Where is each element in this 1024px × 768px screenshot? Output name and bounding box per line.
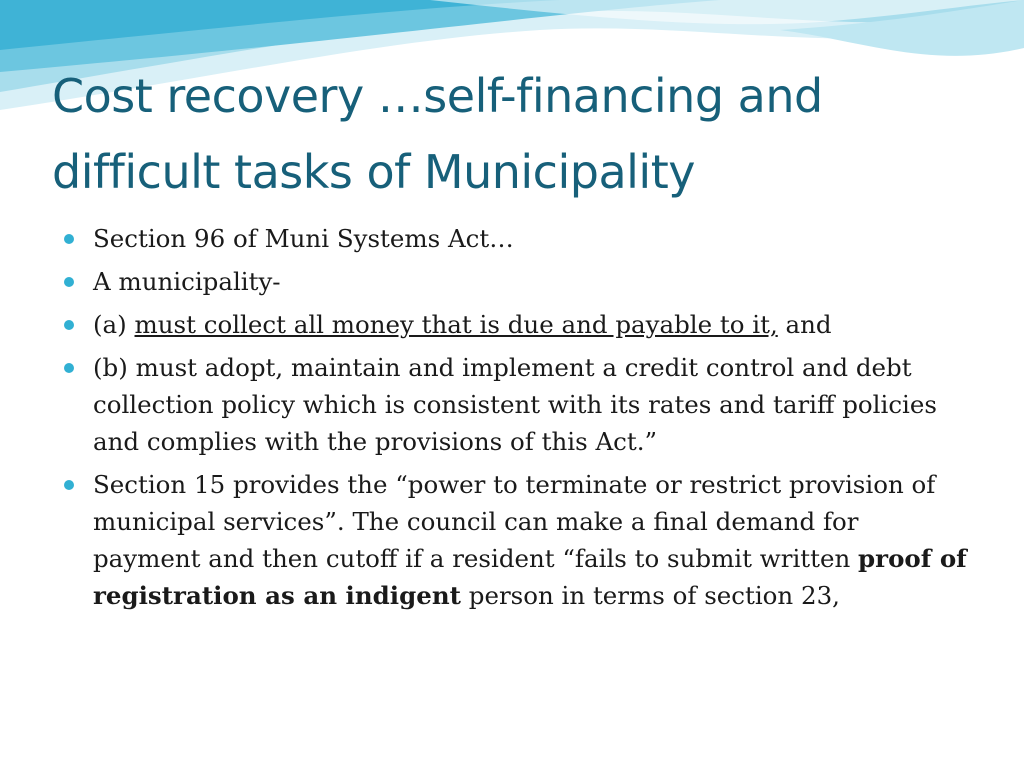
bullet-item-municipality (60, 263, 970, 300)
slide-title-line-1: Cost recovery …self-financing and (52, 69, 823, 123)
bullet-suffix: person in terms of section 23, (460, 581, 840, 610)
slide-title-line-2: difficult tasks of Municipality (52, 145, 695, 199)
bullet-dot-icon (64, 363, 74, 373)
slide-title (52, 58, 992, 210)
bullet-dot-icon (64, 480, 74, 490)
bullet-item-b (60, 349, 970, 460)
bullet-dot-icon (64, 320, 74, 330)
bullet-text: A municipality- (93, 267, 281, 296)
bullet-text: (b) must adopt, maintain and implement a credit control and debt collection policy which is consistent with its rates and tariff policies and complies with the provisions of this Act.” (93, 353, 937, 456)
bullet-dot-icon (64, 234, 74, 244)
bullet-suffix: and (777, 310, 832, 339)
bullet-item-section-15 (60, 466, 970, 614)
bullet-prefix: Section 15 provides the “power to terminate or restrict provision of municipal services”. The council can make a final demand for payment and then cutoff if a resident “fails to submit written (93, 470, 936, 573)
bullet-item-a (60, 306, 970, 343)
bullet-dot-icon (64, 277, 74, 287)
bullet-bold-text: proof of registration as an indigent (93, 544, 967, 610)
bullet-item-section-96 (60, 220, 970, 257)
bullet-text: Section 96 of Muni Systems Act… (93, 224, 514, 253)
bullet-prefix: (a) (93, 310, 135, 339)
bullet-list (60, 220, 970, 620)
bullet-underlined-text: must collect all money that is due and payable to it, (134, 310, 778, 339)
